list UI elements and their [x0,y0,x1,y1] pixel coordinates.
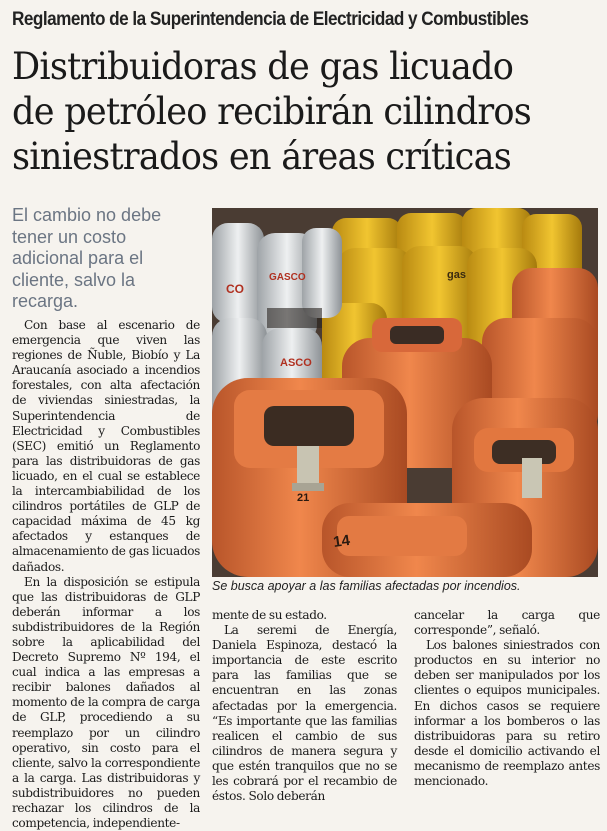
paragraph: mente de su estado. [212,608,327,622]
photo-gas-cylinders [212,208,598,577]
cylinder-mark-14: 14 [332,531,352,551]
kicker: Reglamento de la Superintendencia de Electricidad y Combustibles [12,8,529,30]
cylinder-mark-co: CO [226,282,244,296]
headline-line-2: de petróleo recibirán cilindros [12,90,532,133]
cylinder-mark-gasco: GASCO [269,272,306,283]
headline-line-3: siniestrados en áreas críticas [12,135,512,178]
paragraph: cancelar la carga que corresponde”, señaló. [414,608,600,638]
cylinder-mark-asco: ASCO [280,357,312,369]
paragraph: En la disposición se estipula que las distribuidoras de GLP deberán informar a los subdistribuidores de la Región sobre la aplicabilidad del Decreto Supremo Nº 194, el cual indica a las empresas a recibir balones dañados al momento de la compra de carga de GLP, procediendo a su reemplazo por un cilindro operativo, sin costo para el cliente, salvo la correspondiente a la carga. Las distribuidoras y subdistribuidores no pueden rechazar los cilindros de la competencia, independiente- [12,574,200,831]
cylinder-mark-21: 21 [297,492,310,504]
dek: El cambio no debe tener un costo adicional para el cliente, salvo la recarga. [12,205,162,311]
paragraph: Con base al escenario de emergencia que viven las regiones de Ñuble, Biobío y La Araucanía asociado a incendios forestales, con alta afectación de viviendas siniestradas, la Superintendencia de Electricidad y Combustibles (SEC) emitió un Reglamento para las distribuidoras de gas licuado, en el cual se establece la intercambiabilidad de los cilindros portátiles de GLP de capacidad máxima de 45 kg afectados y estanques de almacenamiento de gas licuados dañados. [12,318,200,574]
article-column-3 [414,608,600,789]
cylinder-mark-gas: gas [447,269,466,281]
article-column-2 [212,608,397,804]
paragraph: La seremi de Energía, Daniela Espinoza, destacó la importancia de este escrito para las familias que se encuentran en las zonas afectadas por la emergencia. “Es importante que las familias realicen el cambio de sus cilindros de manera segura y que estén tranquilos que no se les cobrará por el recambio de éstos. Solo deberán [212,623,397,804]
headline-line-1: Distribuidoras de gas licuado [12,45,514,88]
paragraph: Los balones siniestrados con productos en su interior no deben ser manipulados por los clientes o equipos municipales. En dichos casos se requiere informar a los bomberos o las distribuidoras para su retiro desde el domicilio activando el mecanismo de reemplazo antes mencionado. [414,638,600,789]
article-column-1 [12,318,200,831]
photo-caption: Se busca apoyar a las familias afectadas por incendios. [212,579,521,593]
headline [12,44,573,179]
gas-cylinders-illustration [212,208,598,577]
